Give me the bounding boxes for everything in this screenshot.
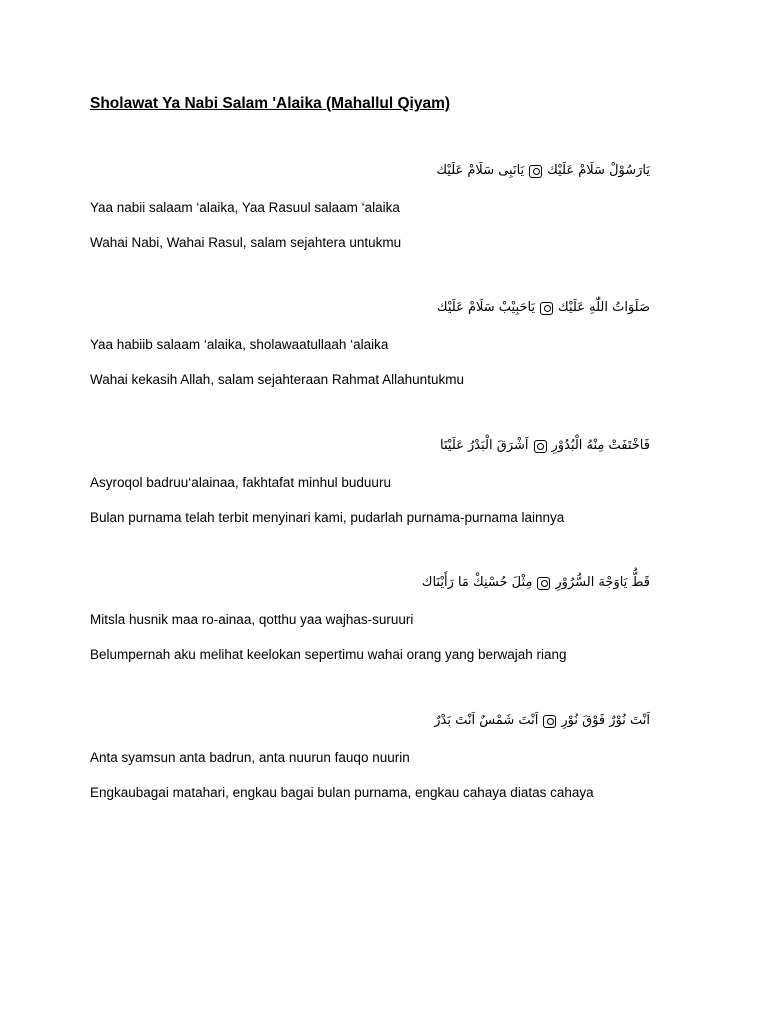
arabic-line	[90, 710, 650, 732]
translation: Engkaubagai matahari, engkau bagai bulan purnama, engkau cahaya diatas cahaya	[90, 785, 594, 800]
arabic-text-left: يَارَسُوْلْ سَلَامْ عَلَيْك	[547, 163, 650, 178]
transliteration: Mitsla husnik maa ro-ainaa, qotthu yaa wajhas-suruuri	[90, 612, 414, 627]
arabic-text-right: مِثْلَ حُسْنِكْ مَا رَأَيْنَاك	[421, 575, 533, 590]
verse-separator-icon	[543, 715, 556, 728]
arabic-text-left: قَطُّ يَاوَجْهَ السُّرُوْرِ	[555, 575, 650, 590]
verse-5	[90, 710, 650, 800]
verse-separator-icon	[529, 165, 542, 178]
transliteration: Yaa habiib salaam ‘alaika, sholawaatullaah ‘alaika	[90, 337, 389, 352]
translation: Wahai kekasih Allah, salam sejahteraan Rahmat Allahuntukmu	[90, 372, 464, 387]
transliteration: Yaa nabii salaam ‘alaika, Yaa Rasuul salaam ‘alaika	[90, 200, 400, 215]
verse-separator-icon	[534, 440, 547, 453]
verse-separator-icon	[537, 577, 550, 590]
translation: Wahai Nabi, Wahai Rasul, salam sejahtera untukmu	[90, 235, 402, 250]
verse-3	[90, 435, 650, 525]
verse-4	[90, 572, 650, 662]
arabic-line	[90, 160, 650, 182]
arabic-line	[90, 572, 650, 594]
arabic-text-right: يَاحَبِيْبْ سَلَامْ عَلَيْك	[436, 300, 536, 315]
transliteration: Anta syamsun anta badrun, anta nuurun fauqo nuurin	[90, 750, 410, 765]
verse-1	[90, 160, 650, 250]
arabic-text-right: يَانَبِى سَلَامْ عَلَيْك	[436, 163, 525, 178]
arabic-text-right: اَنْتَ شَمْسٌ اَنْتَ بَدْرٌ	[434, 713, 539, 728]
arabic-text-left: صَلَوَاتُ اللّٰهِ عَلَيْك	[558, 300, 650, 315]
transliteration: Asyroqol badruu‘alainaa, fakhtafat minhul buduuru	[90, 475, 391, 490]
translation: Belumpernah aku melihat keelokan sepertimu wahai orang yang berwajah riang	[90, 647, 567, 662]
verse-separator-icon	[540, 302, 553, 315]
arabic-text-left: فَاخْتَفَتْ مِنْهُ الْبُدُوْرِ	[551, 438, 650, 453]
translation: Bulan purnama telah terbit menyinari kami, pudarlah purnama-purnama lainnya	[90, 510, 565, 525]
arabic-line	[90, 297, 650, 319]
verse-2	[90, 297, 650, 387]
arabic-text-left: اَنْتَ نُوْرٌ فَوْقَ نُوْرِ	[561, 713, 650, 728]
document-title: Sholawat Ya Nabi Salam 'Alaika (Mahallul Qiyam)	[90, 95, 451, 112]
arabic-line	[90, 435, 650, 457]
arabic-text-right: اَشْرَقَ الْبَدْرُ عَلَيْنَا	[440, 438, 529, 453]
